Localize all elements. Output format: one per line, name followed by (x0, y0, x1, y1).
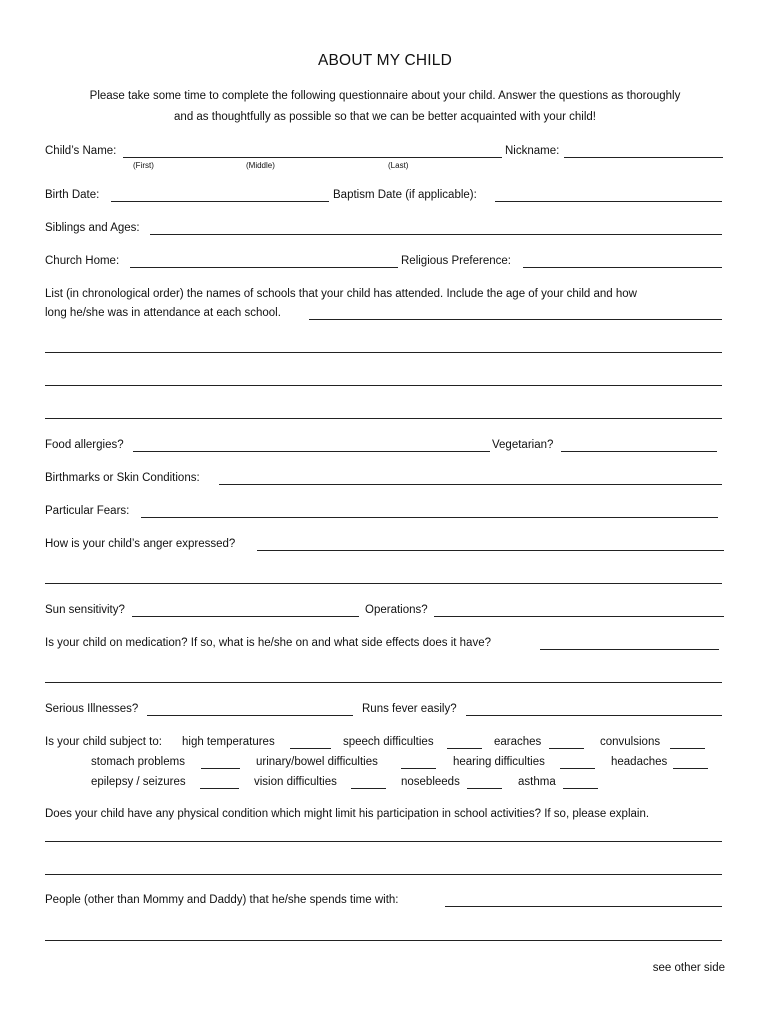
nickname-label: Nickname: (505, 145, 560, 157)
page-title: ABOUT MY CHILD (317, 52, 452, 69)
intro-line-1: Please take some time to complete the following questionnaire about your child. Answer the questions as thoroughly (89, 90, 681, 102)
birth-date-line[interactable] (111, 201, 329, 202)
medication-label: Is your child on medication? If so, what is he/she on and what side effects does it have? (45, 637, 491, 649)
condition-label: nosebleeds (401, 776, 460, 788)
siblings-label: Siblings and Ages: (45, 222, 140, 234)
condition-blank[interactable] (670, 748, 705, 749)
subject-to-label: Is your child subject to: (45, 736, 162, 748)
baptism-date-label: Baptism Date (if applicable): (333, 189, 477, 201)
serious-illnesses-label: Serious Illnesses? (45, 703, 139, 715)
physical-condition-label: Does your child have any physical condition which might limit his participation in school activities? If so, please explain. (45, 808, 650, 820)
anger-label: How is your child’s anger expressed? (45, 538, 236, 550)
condition-label: urinary/bowel difficulties (256, 756, 378, 768)
condition-blank[interactable] (549, 748, 584, 749)
birthmarks-line[interactable] (219, 484, 722, 485)
people-line[interactable] (445, 906, 722, 907)
food-allergies-line[interactable] (133, 451, 490, 452)
baptism-date-line[interactable] (495, 201, 722, 202)
see-other-side-note: see other side (652, 962, 725, 974)
fears-label: Particular Fears: (45, 505, 130, 517)
anger-line[interactable] (257, 550, 724, 551)
people-line[interactable] (45, 940, 722, 941)
siblings-line[interactable] (150, 234, 722, 235)
anger-line[interactable] (45, 583, 722, 584)
birth-date-label: Birth Date: (45, 189, 100, 201)
schools-answer-line[interactable] (309, 319, 722, 320)
sun-sensitivity-line[interactable] (132, 616, 359, 617)
schools-answer-line[interactable] (45, 385, 722, 386)
physical-condition-line[interactable] (45, 841, 722, 842)
church-home-line[interactable] (130, 267, 398, 268)
condition-label: high temperatures (182, 736, 275, 748)
serious-illnesses-line[interactable] (147, 715, 353, 716)
childs-name-line[interactable] (123, 157, 502, 158)
condition-label: epilepsy / seizures (91, 776, 186, 788)
schools-answer-line[interactable] (45, 418, 722, 419)
condition-label: headaches (611, 756, 668, 768)
condition-label: speech difficulties (343, 736, 434, 748)
condition-label: stomach problems (91, 756, 185, 768)
fears-line[interactable] (141, 517, 718, 518)
operations-label: Operations? (365, 604, 428, 616)
middle-name-hint: (Middle) (246, 161, 275, 170)
last-name-hint: (Last) (388, 161, 409, 170)
church-home-label: Church Home: (45, 255, 120, 267)
vegetarian-label: Vegetarian? (492, 439, 554, 451)
food-allergies-label: Food allergies? (45, 439, 124, 451)
condition-blank[interactable] (401, 768, 436, 769)
sun-sensitivity-label: Sun sensitivity? (45, 604, 125, 616)
condition-label: asthma (518, 776, 556, 788)
operations-line[interactable] (434, 616, 724, 617)
childs-name-label: Child’s Name: (45, 145, 117, 157)
condition-label: earaches (494, 736, 542, 748)
condition-blank[interactable] (467, 788, 502, 789)
birthmarks-label: Birthmarks or Skin Conditions: (45, 472, 200, 484)
medication-line[interactable] (540, 649, 719, 650)
condition-blank[interactable] (447, 748, 482, 749)
first-name-hint: (First) (133, 161, 154, 170)
schools-question-line-1: List (in chronological order) the names of schools that your child has attended. Include the age of your child and how (45, 288, 637, 300)
people-label: People (other than Mommy and Daddy) that he/she spends time with: (45, 894, 399, 906)
runs-fever-label: Runs fever easily? (362, 703, 457, 715)
medication-line[interactable] (45, 682, 722, 683)
intro-line-2: and as thoughtfully as possible so that we can be better acquainted with your child! (174, 111, 596, 123)
condition-blank[interactable] (290, 748, 331, 749)
schools-answer-line[interactable] (45, 352, 722, 353)
condition-label: vision difficulties (254, 776, 337, 788)
condition-blank[interactable] (560, 768, 595, 769)
condition-blank[interactable] (200, 788, 239, 789)
nickname-line[interactable] (564, 157, 723, 158)
condition-blank[interactable] (201, 768, 240, 769)
condition-label: hearing difficulties (453, 756, 545, 768)
physical-condition-line[interactable] (45, 874, 722, 875)
vegetarian-line[interactable] (561, 451, 717, 452)
condition-label: convulsions (600, 736, 661, 748)
religious-preference-label: Religious Preference: (401, 255, 511, 267)
schools-question-line-2: long he/she was in attendance at each school. (45, 307, 281, 319)
religious-preference-line[interactable] (523, 267, 722, 268)
condition-blank[interactable] (673, 768, 708, 769)
condition-blank[interactable] (563, 788, 598, 789)
condition-blank[interactable] (351, 788, 386, 789)
runs-fever-line[interactable] (466, 715, 722, 716)
